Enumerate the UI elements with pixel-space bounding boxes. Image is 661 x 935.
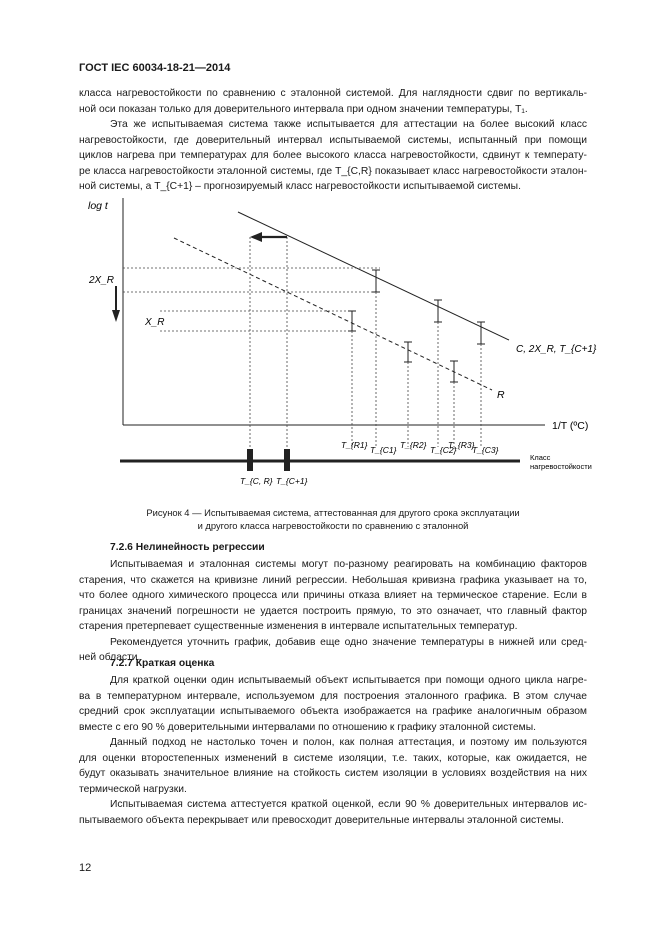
error-bar — [434, 300, 442, 322]
text-line: пытываемого объекта перекрывает или превосходит доверительные интервалы эталонной системы. — [79, 814, 564, 826]
text-line: класса нагревостойкости по сравнению с эталонной системой. Для наглядности сдвиг по вертикаль- — [79, 88, 587, 99]
class-bar-label-1: Класс — [530, 453, 551, 462]
caption-line: и другого класса нагревостойкости по сравнению с эталонной — [197, 520, 469, 531]
error-bar — [372, 270, 380, 292]
label-xr: X_R — [145, 317, 165, 328]
error-bars — [348, 270, 485, 382]
line-r — [174, 238, 492, 390]
class-marker-tc1 — [284, 449, 290, 471]
text-line: ре класса нагревостойкости эталонной системы, где T_{C,R} показывает класс нагревостойкости эталон- — [79, 165, 587, 177]
tick-label-tc1: T_{C1} — [370, 445, 397, 455]
tick-label-tr1: T_{R1} — [341, 440, 368, 450]
text-line: будут оказывать значительное влияние на стойкость систем изоляции в условиях воздействия на них — [79, 768, 587, 779]
text-line: старения претерпевает существенные изменения в интервале испытательных температур. — [79, 621, 518, 632]
text-line: ной системы, а T_{C+1} – прогнозируемый класс нагревостойкости испытываемой системы. — [79, 181, 521, 192]
text-line: Испытываемая система аттестуется краткой оценкой, если 90 % доверительных интервалов ис- — [110, 799, 587, 810]
text-line: средний срок эксплуатации испытываемого объекта изображается на графике аналогичным образом — [79, 706, 587, 717]
bar-label-tc1: T_{C+1} — [276, 476, 308, 486]
line-c — [238, 212, 509, 340]
text-line: термической нагрузки. — [79, 783, 187, 795]
error-bar — [450, 361, 458, 382]
tick-label-tr3: T_{R3} — [448, 440, 475, 450]
caption-line: Рисунок 4 — Испытываемая система, аттестованная для другого срока эксплуатации — [146, 507, 520, 518]
bar-label-tcr: T_{C, R} — [240, 476, 273, 486]
section-727-body — [79, 673, 587, 828]
text-line: ней области. — [79, 652, 141, 663]
error-bar — [348, 311, 356, 331]
text-line: Эта же испытываемая система также испытывается для аттестации на более высокий класс — [110, 119, 587, 130]
document-header: ГОСТ IEC 60034-18-21—2014 — [79, 62, 231, 74]
text-line: Для краткой оценки один испытываемый объект испытывается при помощи одного цикла нагре- — [110, 675, 587, 686]
class-marker-tcr — [247, 449, 253, 471]
text-line: для оценки второстепенных изменений в системе изоляции, т.е. таких, которые, как ожидается, не — [79, 752, 587, 764]
text-line: ной оси показан только для доверительного интервала при одном значении температуры, T₁. — [79, 103, 528, 115]
text-line: ва в температурном интервале, используемом для построения эталонного графика. В этом случае — [79, 690, 587, 702]
section-title-726: 7.2.6 Нелинейность регрессии — [110, 542, 265, 553]
horizontal-arrow-head — [250, 232, 262, 242]
class-bar-label-2: нагревостойкости — [530, 462, 592, 471]
tick-label-tc3: T_{C3} — [472, 445, 499, 455]
tick-label-tc2: T_{C2} — [430, 445, 457, 455]
text-line: Испытываемая и эталонная системы могут по-разному реагировать на комбинацию факторов — [110, 559, 587, 570]
text-line: Данный подход не настолько точен и полон, как полная аттестация, и поэтому им пользуются — [110, 737, 587, 748]
text-line: что более одного химического процесса или причины отказа влияет на термическое старение. Если в — [79, 590, 587, 601]
line-r-label: R — [497, 389, 505, 401]
section-726-body — [79, 557, 587, 666]
section-title-727: 7.2.7 Краткая оценка — [110, 658, 215, 669]
error-bar — [404, 342, 412, 362]
text-line: Рекомендуется уточнить график, добавив еще одно значение температуры в нижней или сред- — [110, 636, 587, 648]
shift-arrow-head — [112, 310, 120, 322]
label-2xr: 2X_R — [89, 275, 115, 286]
line-c-label: C, 2X_R, T_{C+1} — [516, 344, 597, 355]
x-axis-label: 1/T (ºC) — [552, 420, 589, 432]
y-axis-label: log t — [88, 200, 108, 212]
page-number: 12 — [79, 862, 92, 874]
text-line: старения, что скажется на кривизне линий регрессии. Небольшая кривизна графика указывает на то, — [79, 574, 587, 586]
text-line: вместе с его 90 % доверительными интервалами по отношению к графику эталонной системы. — [79, 721, 536, 733]
figure-caption — [79, 506, 587, 532]
tick-label-tr2: T_{R2} — [400, 440, 427, 450]
text-line: нагревостойкости, где доверительный интервал испытываемой системы, испытанный при помощи — [79, 134, 587, 146]
text-line: границах значений погрешности не удается построить прямую, то это означает, что главный фактор — [79, 605, 587, 617]
text-line: циклов нагрева при температурах для более высокого класса нагревостойкости, сдвинут к температу- — [79, 150, 587, 161]
